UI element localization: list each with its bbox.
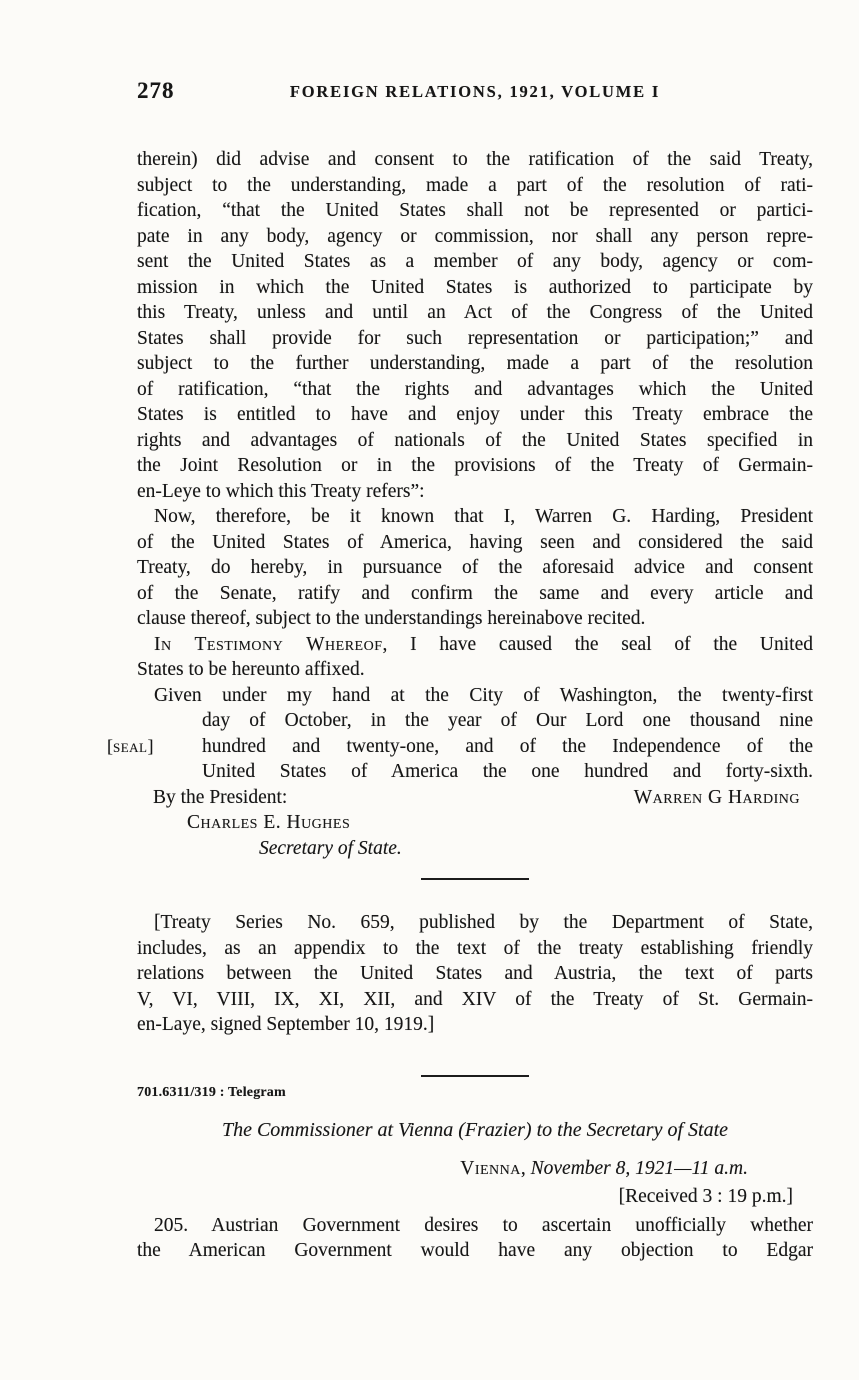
dateline-place: Vienna [460, 1157, 521, 1179]
seal-tag-word: seal [113, 735, 148, 756]
text-line: rights and advantages of nationals of the United States specified in [137, 429, 813, 451]
text-line: pate in any body, agency or commission, nor shall any person repre- [137, 225, 813, 247]
secretary-signature-title: Secretary of State. [259, 837, 402, 859]
telegram-received: [Received 3 : 19 p.m.] [618, 1185, 793, 1207]
text-line: States shall provide for such representation or participation;” and [137, 327, 813, 349]
text-line: this Treaty, unless and until an Act of the Congress of the United [137, 302, 813, 323]
treaty-series-note [137, 910, 813, 1038]
text-line: of the United States of America, having seen and considered the said [137, 531, 813, 553]
ratification-paragraph [137, 504, 813, 632]
by-the-president-label: By the President: [153, 786, 288, 808]
section-divider [421, 878, 529, 880]
telegram-heading: The Commissioner at Vienna (Frazier) to the Secretary of State [221, 1118, 729, 1141]
seal-block-first-line: Given under my hand at the City of Washington, the twenty-first [154, 684, 813, 706]
telegram-dateline [137, 1156, 813, 1182]
text-line: clause thereof, subject to the understandings hereinabove recited. [137, 608, 646, 629]
text-segment: , I have caused the seal of the United [382, 633, 813, 655]
text-line: of ratification, “that the rights and advantages which the United [137, 378, 813, 400]
seal-block [107, 683, 813, 785]
text-line: United States of America the one hundred and forty-sixth. [202, 761, 813, 782]
text-line: Now, therefore, be it known that I, Warren G. Harding, President [154, 506, 813, 527]
text-line: the American Government would have any objection to Edgar [137, 1240, 813, 1261]
running-title: FOREIGN RELATIONS, 1921, VOLUME I [289, 82, 661, 101]
seal-block-indented-lines [107, 708, 813, 785]
text-line: mission in which the United States is authorized to participate by [137, 276, 813, 298]
proclamation-continuation-paragraph [137, 147, 813, 504]
text-line: V, VI, VIII, IX, XI, XII, and XIV of the Treaty of St. Germain- [137, 988, 813, 1010]
president-signature: Warren G Harding [633, 786, 800, 808]
text-line: fication, “that the United States shall not be represented or partici- [137, 200, 813, 221]
text-line: States to be hereunto affixed. [137, 659, 365, 680]
seal-tag-close-bracket: ] [147, 735, 154, 756]
file-reference: 701.6311/319 : Telegram [137, 1084, 286, 1100]
text-segment: In Testimony Whereof [154, 633, 383, 655]
text-line: subject to the understanding, made a part of the resolution of rati- [137, 174, 813, 196]
text-line: en-Laye, signed September 10, 1919.] [137, 1014, 435, 1035]
page-header [137, 78, 813, 108]
text-line: therein) did advise and consent to the ratification of the said Treaty, [137, 149, 813, 170]
text-line: en-Leye to which this Treaty refers”: [137, 480, 425, 502]
seal-tag-open-bracket: [ [107, 735, 113, 756]
signature-row [137, 785, 813, 811]
text-line: subject to the further understanding, made a part of the resolution [137, 353, 813, 374]
text-line: of the Senate, ratify and confirm the same and every article and [137, 582, 813, 604]
text-line: day of October, in the year of Our Lord one thousand nine [202, 710, 813, 731]
text-line: sent the United States as a member of any body, agency or com- [137, 251, 813, 272]
text-line: 205. Austrian Government desires to ascertain unofficially whether [154, 1214, 813, 1236]
dateline-separator: , [520, 1157, 531, 1179]
text-line: relations between the United States and Austria, the text of parts [137, 963, 813, 984]
text-line: hundred and twenty-one, and of the Independence of the [202, 735, 813, 757]
section-divider [421, 1075, 529, 1077]
page-number: 278 [137, 78, 175, 103]
testimony-paragraph [137, 632, 813, 683]
secretary-signature-name: Charles E. Hughes [187, 812, 351, 833]
text-line: States is entitled to have and enjoy under this Treaty embrace the [137, 404, 813, 425]
text-line: Treaty, do hereby, in pursuance of the aforesaid advice and consent [137, 557, 813, 578]
text-line: includes, as an appendix to the text of the treaty establishing friendly [137, 937, 813, 959]
text-line: the Joint Resolution or in the provisions of the Treaty of Germain- [137, 455, 813, 476]
text-line [137, 632, 813, 658]
seal-tag [107, 734, 154, 760]
telegram-body-paragraph [137, 1213, 813, 1264]
text-line: [Treaty Series No. 659, published by the Department of State, [154, 912, 813, 933]
dateline-datetime: November 8, 1921—11 a.m. [530, 1157, 748, 1179]
